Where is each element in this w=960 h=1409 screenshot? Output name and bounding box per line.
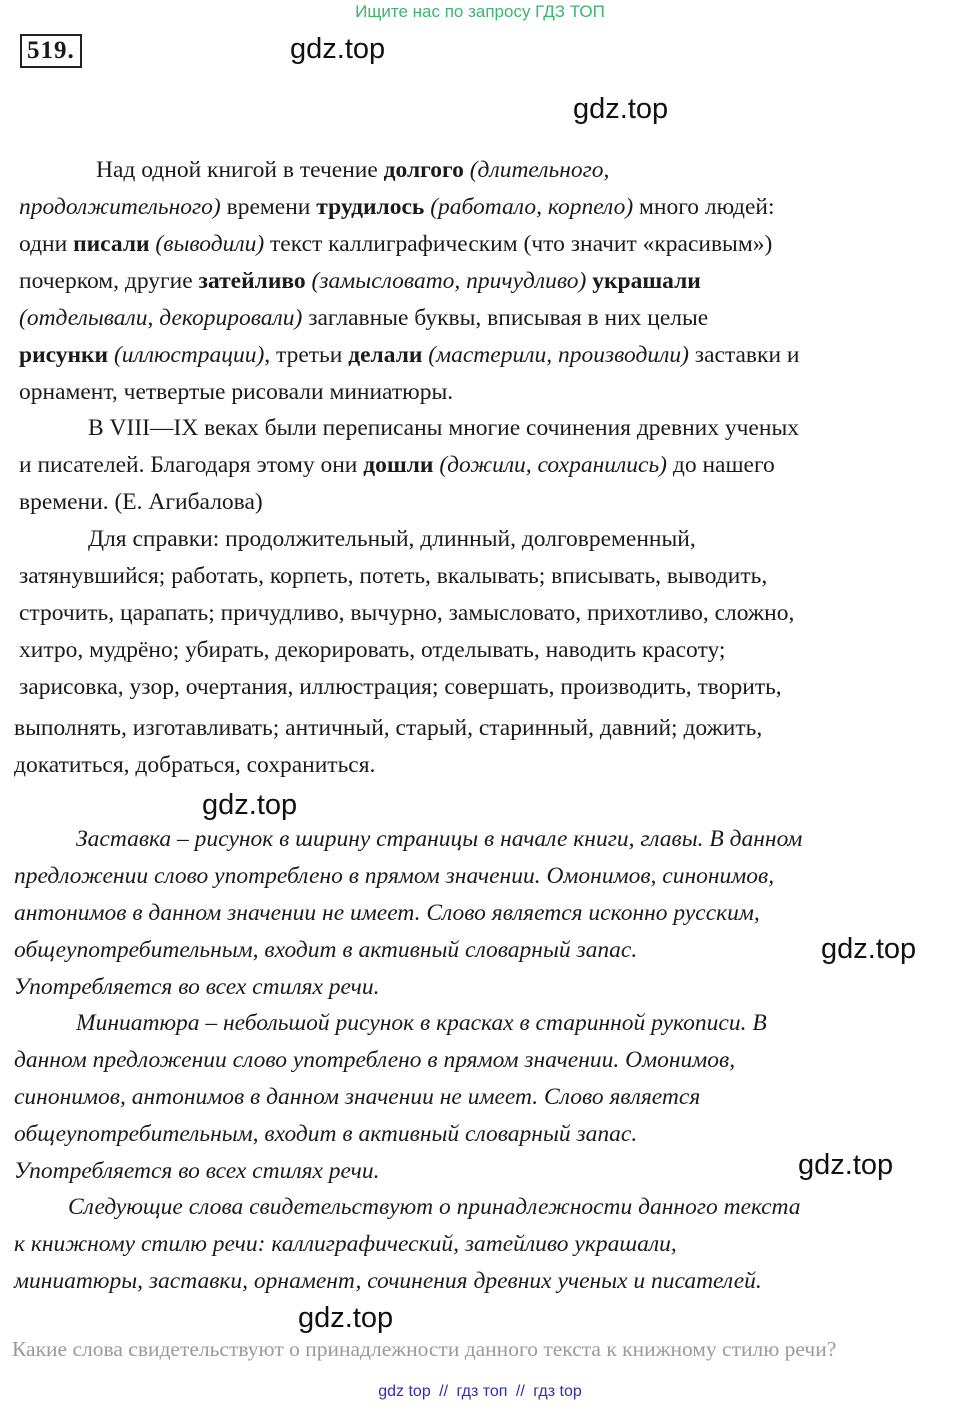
synonym-italic: (работало, корпело) (430, 194, 634, 220)
text-segment: зарисовка, узор, очертания, иллюстрация; совершать, производить, творить, (19, 674, 782, 700)
keyword-bold: украшали (592, 268, 701, 294)
answer-line: Миниатюра – небольшой рисунок в красках в старинной рукописи. В (76, 1010, 767, 1036)
answer-line: общеупотребительным, входит в активный словарный запас. (14, 937, 638, 963)
text-segment: строчить, царапать; причудливо, вычурно, замысловато, прихотливо, сложно, (19, 600, 795, 626)
synonym-italic: (длительного, (469, 157, 610, 183)
text-line (14, 715, 762, 742)
text-segment: Для справки: продолжительный, длинный, долговременный, (88, 526, 696, 552)
text-segment: заставки и (688, 342, 800, 368)
text-line (19, 674, 782, 701)
text-segment: много людей: (633, 194, 775, 220)
answer-line: синонимов, антонимов в данном значении не имеет. Слово является (14, 1084, 701, 1110)
watermark: gdz.top (573, 93, 669, 125)
text-segment: докатиться, добраться, сохраниться. (14, 752, 376, 778)
text-segment: одни (19, 231, 74, 257)
text-segment: времени. (Е. Агибалова) (19, 489, 263, 515)
text-line (19, 600, 794, 627)
text-segment: заглавные буквы, вписывая в них целые (302, 305, 709, 331)
watermark: gdz.top (798, 1149, 894, 1181)
watermark: gdz.top (298, 1302, 394, 1334)
text-line (19, 305, 708, 332)
synonym-italic: (дожили, сохранились) (439, 452, 667, 478)
text-segment: В VIII—IX веках были переписаны многие сочинения древних ученых (88, 415, 799, 441)
footer-separator: // (515, 1383, 525, 1400)
answer-line: миниатюры, заставки, орнамент, сочинения древних ученых и писателей. (14, 1268, 762, 1294)
answer-line: антонимов в данном значении не имеет. Слово является исконно русским, (14, 900, 760, 926)
answer-line: к книжному стилю речи: каллиграфический, затейливо украшали, (14, 1231, 677, 1257)
text-segment: почерком, другие (19, 268, 199, 294)
answer-line: Следующие слова свидетельствуют о принадлежности данного текста (68, 1194, 801, 1220)
text-line (19, 489, 263, 516)
keyword-bold: долгого (383, 157, 464, 183)
answer-line: общеупотребительным, входит в активный словарный запас. (14, 1121, 638, 1147)
watermark: gdz.top (821, 933, 917, 965)
text-segment: текст каллиграфическим (что значит «красивым») (264, 231, 773, 257)
text-segment: хитро, мудрёно; убирать, декорировать, отделывать, наводить красоту; (19, 637, 726, 663)
text-segment: и писателей. Благодаря этому они (19, 452, 364, 478)
keyword-bold: дошли (363, 452, 434, 478)
text-line (19, 563, 767, 590)
task-number: 519. (20, 34, 82, 68)
synonym-italic: (мастерили, производили) (428, 342, 689, 368)
answer-line: данном предложении слово употреблено в прямом значении. Омонимов, (14, 1047, 736, 1073)
synonym-italic: продолжительного) (19, 194, 221, 220)
text-line (19, 379, 453, 406)
text-segment: затянувшийся; работать, корпеть, потеть, вкалывать; вписывать, выводить, (19, 563, 768, 589)
text-segment: орнамент, четвертые рисовали миниатюры. (19, 379, 454, 405)
keyword-bold: делали (348, 342, 423, 368)
answer-line: Употребляется во всех стилях речи. (14, 1158, 380, 1184)
footer-separator: // (439, 1383, 449, 1400)
watermark: gdz.top (290, 33, 386, 65)
text-line (19, 637, 725, 664)
text-line (19, 342, 799, 369)
synonym-italic: (выводили) (155, 231, 265, 257)
footer-link[interactable]: гдз топ (456, 1383, 508, 1400)
footer-links (0, 1383, 960, 1401)
text-line (96, 157, 609, 184)
keyword-bold: писали (73, 231, 150, 257)
text-line (19, 194, 775, 221)
keyword-bold: затейливо (198, 268, 306, 294)
footer-link[interactable]: gdz top (378, 1383, 431, 1400)
synonym-italic: (иллюстрации) (113, 342, 265, 368)
text-segment: времени (220, 194, 317, 220)
footer-link[interactable]: гдз top (533, 1383, 582, 1400)
text-line (88, 526, 696, 553)
synonym-italic: (отделывали, декорировали) (19, 305, 303, 331)
text-line (19, 268, 701, 295)
text-line (88, 415, 799, 442)
keyword-bold: трудилось (316, 194, 425, 220)
search-banner: Ищите нас по запросу ГДЗ ТОП (355, 2, 605, 21)
text-segment: Над одной книгой в течение (96, 157, 384, 183)
text-line (19, 452, 775, 479)
text-line (19, 231, 772, 258)
text-segment: выполнять, изготавливать; античный, старый, старинный, давний; дожить, (14, 715, 763, 741)
answer-line: предложении слово употреблено в прямом значении. Омонимов, синонимов, (14, 863, 775, 889)
watermark: gdz.top (202, 789, 298, 821)
text-segment: до нашего (666, 452, 775, 478)
keyword-bold: рисунки (19, 342, 109, 368)
text-line (14, 752, 375, 779)
text-segment: , третьи (264, 342, 349, 368)
answer-line: Заставка – рисунок в ширину страницы в начале книги, главы. В данном (76, 826, 803, 852)
synonym-italic: (замысловато, причудливо) (311, 268, 587, 294)
answer-line: Употребляется во всех стилях речи. (14, 974, 380, 1000)
question-text: Какие слова свидетельствуют о принадлежности данного текста к книжному стилю речи? (12, 1337, 837, 1361)
